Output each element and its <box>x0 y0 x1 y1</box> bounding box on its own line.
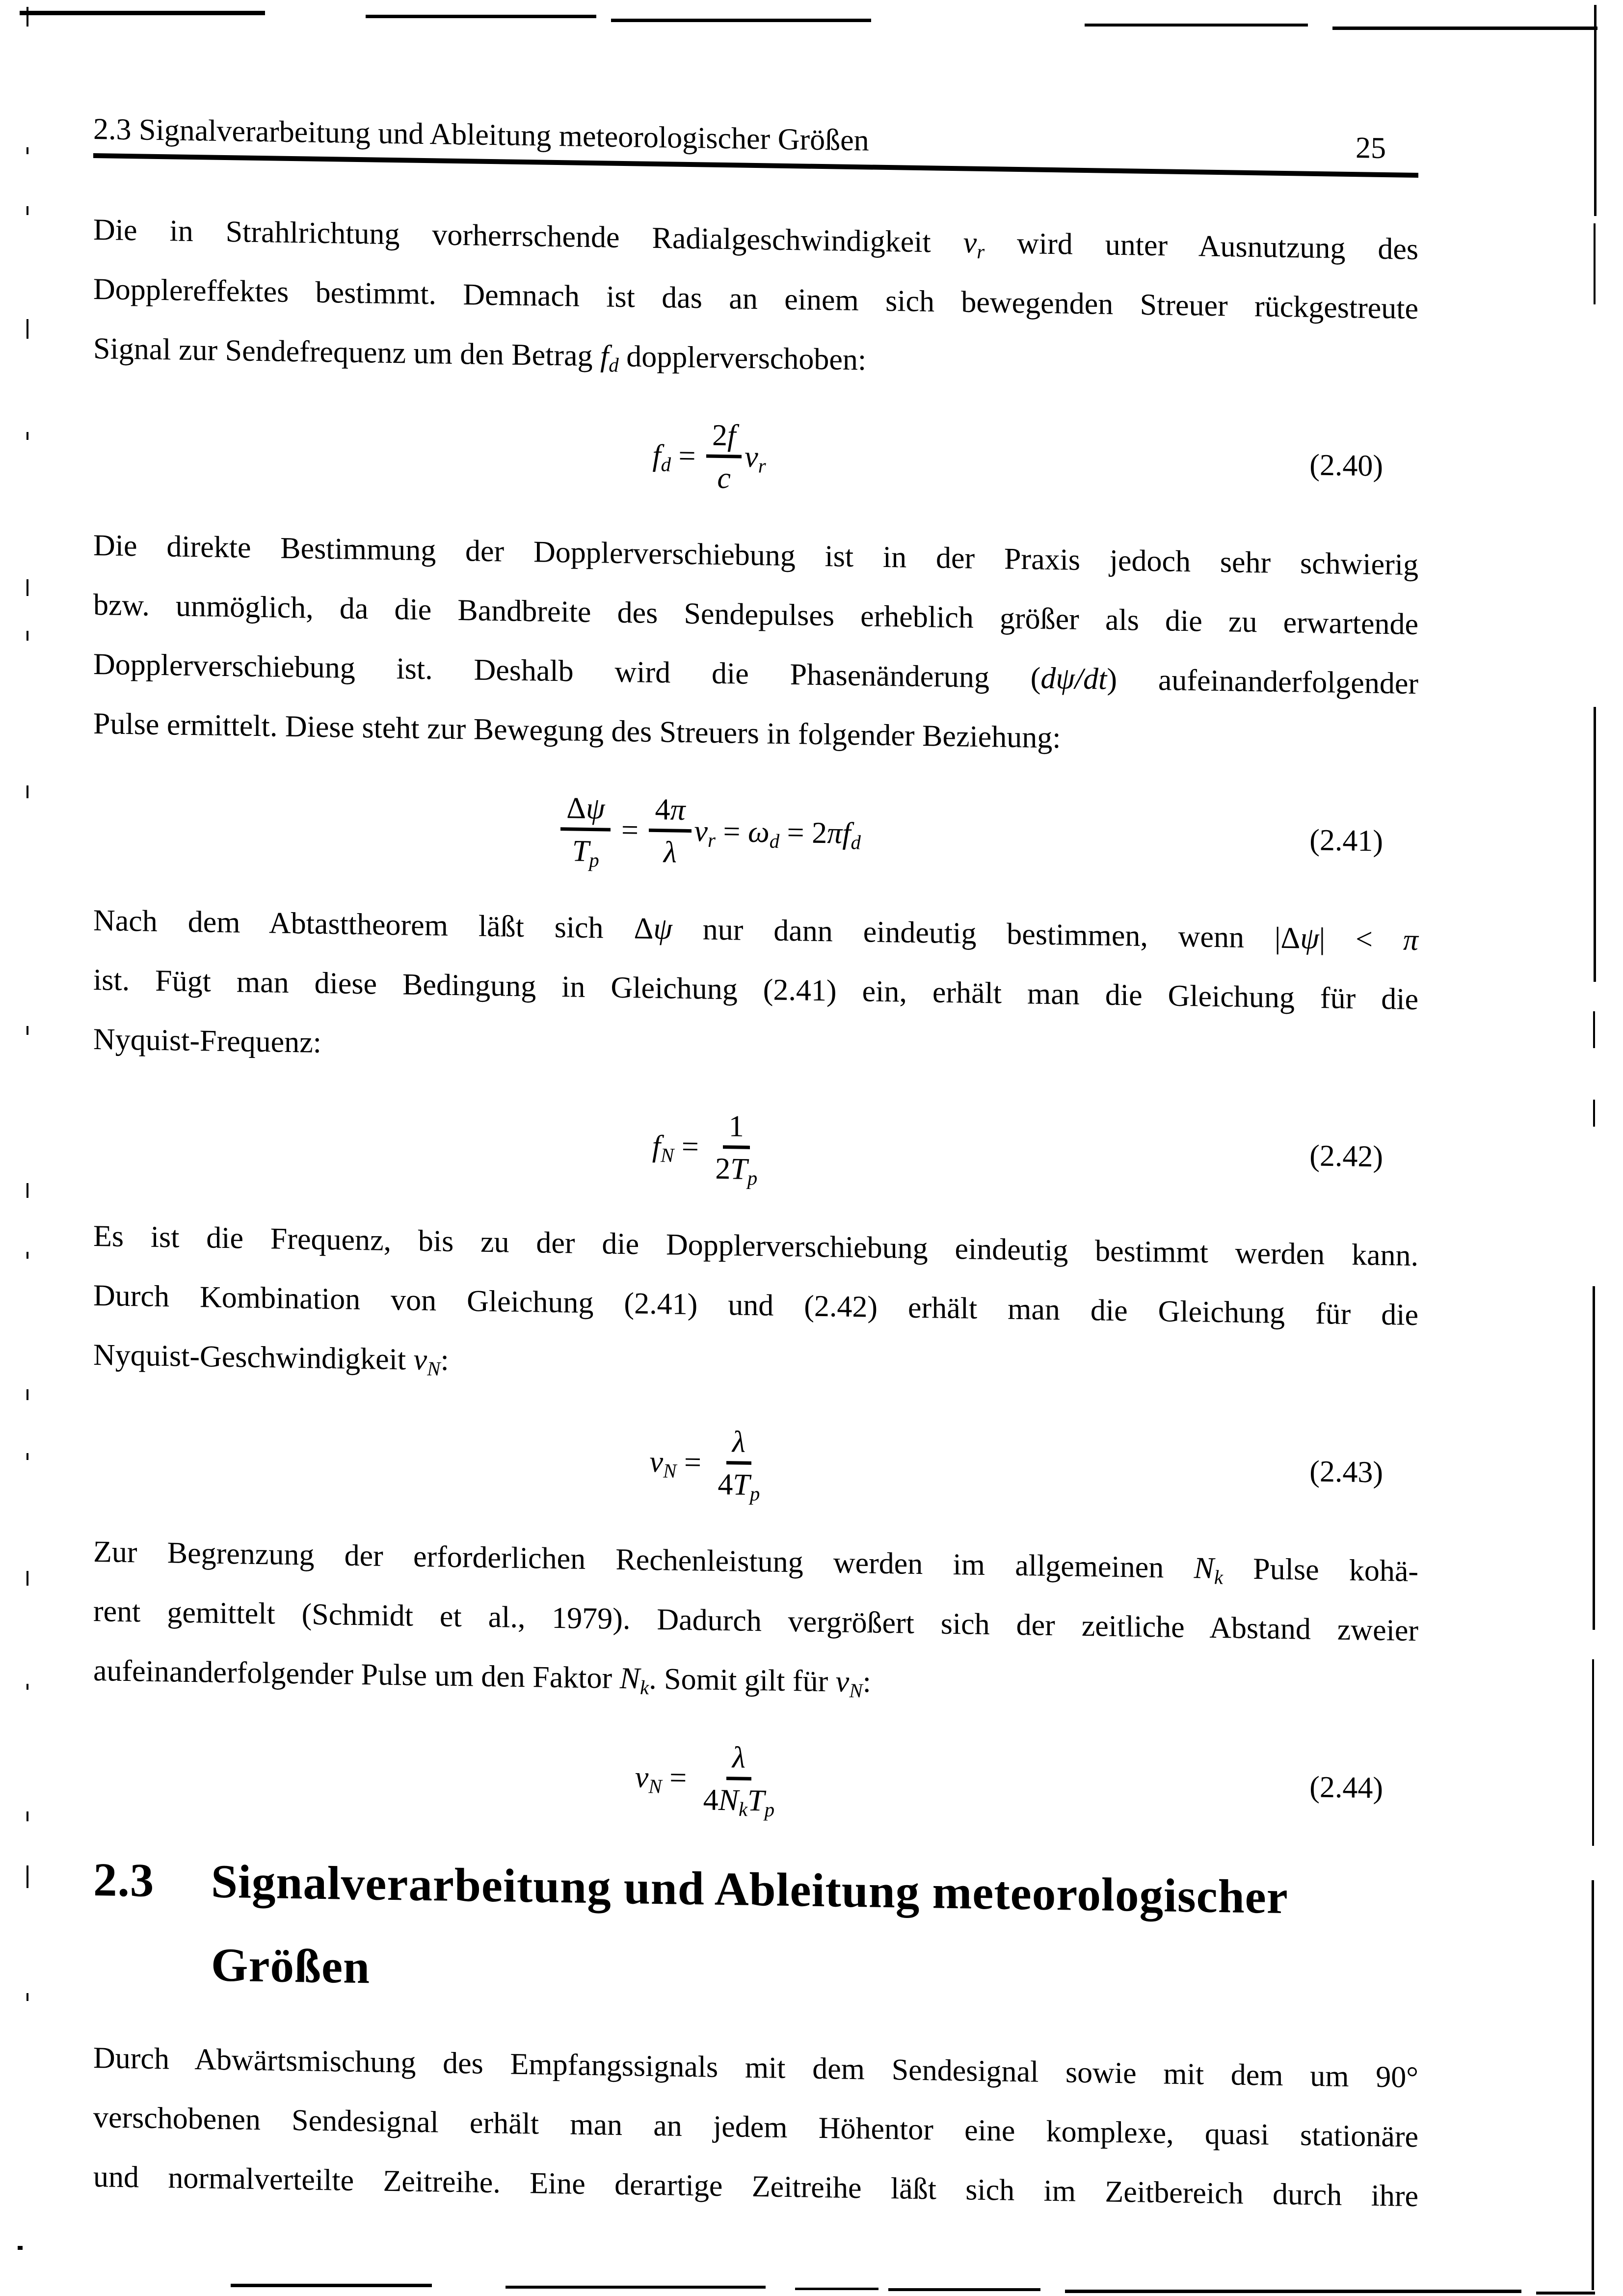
text-run: 4 <box>718 1467 733 1501</box>
text-run: 1 <box>728 1109 744 1143</box>
math-italic: f <box>727 418 736 452</box>
subscript: k <box>1214 1566 1223 1589</box>
equation-2-44 <box>93 1727 1418 1831</box>
paragraph-5 <box>93 1522 1418 1720</box>
text-run: bzw. unmöglich, da die Bandbreite des Sendepulses erheblich größer als die zu erwartende <box>93 588 1418 642</box>
scan-artifact-right <box>1594 707 1596 982</box>
scan-artifact-top <box>1085 24 1308 27</box>
text-run: Dopplerverschiebung ist. Deshalb wird die Phasenänderung ( <box>93 648 1041 695</box>
fraction-denominator <box>697 1780 780 1821</box>
scan-artifact-left <box>18 2246 23 2250</box>
scan-artifact-right <box>1593 1100 1595 1127</box>
text-run: wird unter Ausnutzung des <box>984 226 1418 267</box>
running-header-title: 2.3 Signalverarbeitung und Ableitung meteorologischer Größen <box>93 112 869 158</box>
text-run: 4 <box>703 1783 718 1817</box>
text-run: Pulse ermittelt. Diese steht zur Bewegung des Streuers in folgender Beziehung: <box>93 707 1061 755</box>
scan-artifact-left <box>27 579 28 596</box>
fraction-numerator <box>706 419 742 458</box>
fraction-numerator <box>560 792 611 832</box>
equation-2-44-label: (2.44) <box>1309 1770 1383 1805</box>
fraction <box>706 419 742 494</box>
scan-artifact-bottom <box>888 2288 1040 2291</box>
math-italic: $v_N$ <box>649 1445 677 1482</box>
fraction <box>697 1740 780 1821</box>
math-italic: $v_N$ <box>635 1760 662 1798</box>
scan-artifact-right <box>1592 1880 1594 2290</box>
text-run: und normalverteilte Zeitreihe. Eine derartige Zeitreihe läßt sich im Zeitbereich durch ihre <box>93 2160 1418 2214</box>
paragraph-1 <box>93 200 1418 398</box>
scan-artifact-left <box>27 785 28 798</box>
math-italic: $f_d$ <box>842 816 861 854</box>
scan-artifact-bottom <box>1536 2292 1595 2295</box>
fraction-denominator <box>712 1464 766 1505</box>
scan-artifact-bottom <box>795 2288 878 2290</box>
scan-artifact-left <box>27 206 28 215</box>
subscript: N <box>661 1144 674 1166</box>
math-italic: ψ <box>1300 921 1319 956</box>
equation-2-43-label: (2.43) <box>1309 1455 1383 1489</box>
subscript: N <box>648 1775 662 1798</box>
math-italic: $T_p$ <box>733 1467 760 1505</box>
fraction-numerator <box>726 1426 751 1465</box>
scan-artifact-top <box>366 15 596 18</box>
text-run: verschobenen Sendesignal erhält man an jedem Höhentor eine komplexe, quasi stationäre <box>93 2101 1418 2154</box>
subscript: p <box>749 1482 760 1505</box>
subscript: k <box>739 1798 748 1820</box>
text-run: 2 <box>712 418 727 452</box>
scan-artifact-right <box>1593 1286 1595 1630</box>
scan-artifact-left <box>27 1571 28 1586</box>
equation-2-41-label: (2.41) <box>1309 823 1383 858</box>
equation-2-41-body <box>558 792 861 871</box>
equation-2-43-body <box>649 1424 769 1505</box>
page-number: 25 <box>1356 131 1386 165</box>
scan-artifact-left <box>27 1183 28 1198</box>
subscript: d <box>769 830 780 852</box>
math-italic: $f_d$ <box>652 438 671 476</box>
text-run: ) aufeinanderfolgender <box>1107 662 1418 701</box>
text-run: aufeinanderfolgender Pulse um den Faktor <box>93 1654 620 1695</box>
scan-artifact-left <box>27 1865 28 1888</box>
text-run: Durch Kombination von Gleichung (2.41) und (2.42) erhält man die Gleichung für die <box>93 1279 1418 1332</box>
text-run: : <box>440 1343 449 1377</box>
math-italic: λ <box>732 1425 745 1459</box>
text-run: 2 <box>715 1152 731 1186</box>
scan-artifact-top <box>611 19 871 22</box>
equation-2-42-body <box>652 1108 766 1189</box>
fraction-denominator <box>711 458 737 494</box>
text-run: = <box>613 813 646 847</box>
text-run: Es ist die Frequenz, bis zu der die Dopplerverschiebung eindeutig bestimmt werden kann. <box>93 1219 1418 1273</box>
math-italic: $T_p$ <box>730 1152 758 1189</box>
math-italic: π <box>1403 923 1418 957</box>
equation-2-43 <box>93 1411 1418 1515</box>
math-italic: $N_k$ <box>1194 1551 1223 1589</box>
scan-artifact-top <box>1332 27 1597 30</box>
math-italic: $v_N$ <box>835 1665 863 1702</box>
section-title-line-2: Größen <box>211 1938 370 1994</box>
math-italic: $v_r$ <box>745 440 766 477</box>
text-run: dopplerverschoben: <box>618 339 867 377</box>
scan-artifact-left <box>27 1252 28 1259</box>
text-run: Signal zur Sendefrequenz um den Betrag <box>93 332 600 373</box>
math-italic: $v_N$ <box>413 1343 441 1380</box>
text-run: Nach dem Abtasttheorem läßt sich Δ <box>93 904 654 945</box>
math-italic: $T_p$ <box>747 1783 775 1821</box>
math-italic: $v_r$ <box>694 814 716 851</box>
paragraph-2 <box>93 516 1418 773</box>
text-run: = <box>662 1760 694 1795</box>
section-number: 2.3 <box>93 1853 155 1907</box>
text-run: rent gemittelt (Schmidt et al., 1979). Dadurch vergrößert sich der zeitliche Abstand zweier <box>93 1594 1418 1648</box>
fraction-denominator <box>658 832 683 869</box>
math-italic: $N_k$ <box>718 1783 748 1820</box>
subscript: N <box>427 1357 441 1380</box>
equation-2-40-body <box>652 418 766 494</box>
text-run: nur dann eindeutig bestimmen, wenn |Δ <box>672 912 1301 955</box>
scan-artifact-left <box>27 319 28 339</box>
text-run: Nyquist-Frequenz: <box>93 1023 321 1059</box>
scan-artifact-left <box>27 432 28 440</box>
scan-artifact-left <box>27 1684 28 1690</box>
scan-artifact-left <box>27 1453 28 1460</box>
equation-2-42 <box>93 1096 1418 1200</box>
math-italic: $N_k$ <box>619 1661 649 1699</box>
math-italic: π <box>827 816 843 850</box>
scan-artifact-bottom <box>1065 2290 1521 2293</box>
equation-2-40 <box>93 405 1418 509</box>
paragraph-3 <box>93 891 1418 1089</box>
math-italic: $v_r$ <box>963 226 985 263</box>
fraction-denominator <box>566 831 605 871</box>
text-run: 4 <box>655 792 670 826</box>
fraction-numerator <box>726 1741 751 1781</box>
text-run: Dopplereffektes bestimmt. Demnach ist das an einem sich bewegenden Streuer rückgestreute <box>93 272 1418 326</box>
fraction-numerator <box>723 1110 750 1149</box>
paragraph-4 <box>93 1207 1418 1405</box>
fraction <box>712 1425 766 1505</box>
subscript: r <box>977 241 985 263</box>
text-run: = <box>676 1445 709 1480</box>
scan-artifact-left <box>27 1993 28 2001</box>
text-run: : <box>862 1665 871 1699</box>
subscript: N <box>663 1459 677 1482</box>
fraction-denominator <box>709 1148 763 1189</box>
math-italic: λ <box>732 1740 745 1775</box>
equation-2-44-body <box>635 1740 783 1821</box>
text-run: = <box>715 814 748 849</box>
fraction <box>709 1109 763 1189</box>
paragraph-6 <box>93 2028 1418 2226</box>
text-run: Δ <box>566 791 586 825</box>
fraction <box>649 793 691 868</box>
scan-artifact-left <box>27 147 28 154</box>
equation-2-41 <box>93 780 1418 884</box>
subscript: r <box>758 455 766 477</box>
scan-artifact-left <box>27 631 28 641</box>
math-italic: c <box>717 461 731 495</box>
text-run: Durch Abwärtsmischung des Empfangssignals mit dem Sendesignal sowie mit dem um 90° <box>93 2041 1418 2095</box>
subscript: N <box>849 1679 863 1702</box>
text-run: = 2 <box>779 815 827 850</box>
math-italic: ψ <box>585 791 605 825</box>
section-heading <box>93 1838 1418 2025</box>
text-run: Die direkte Bestimmung der Dopplerverschiebung ist in der Praxis jedoch sehr schwierig <box>93 529 1418 582</box>
math-italic: $T_p$ <box>572 834 599 871</box>
fraction-numerator <box>649 793 691 832</box>
subscript: r <box>708 829 716 851</box>
text-run: Zur Begrenzung der erforderlichen Rechenleistung werden im allgemeinen <box>93 1535 1194 1585</box>
math-italic: λ <box>664 835 677 869</box>
subscript: k <box>639 1676 649 1699</box>
subscript: p <box>747 1166 758 1189</box>
fraction <box>560 791 611 871</box>
subscript: d <box>851 831 861 854</box>
scan-artifact-right <box>1594 223 1596 304</box>
math-italic: $f_d$ <box>600 339 619 377</box>
math-italic: $\omega_d$ <box>747 815 780 852</box>
math-italic: ψ <box>653 912 672 946</box>
text-run: | < <box>1319 922 1403 957</box>
scan-artifact-right <box>1594 5 1596 216</box>
equation-2-40-label: (2.40) <box>1309 448 1383 483</box>
scan-artifact-left <box>27 1811 28 1821</box>
subscript: d <box>609 354 619 377</box>
text-run: Die in Strahlrichtung vorherrschende Radialgeschwindigkeit <box>93 213 963 260</box>
text-run: = <box>671 438 703 473</box>
subscript: p <box>589 848 599 871</box>
text-run: Pulse kohä- <box>1223 1552 1418 1589</box>
page-content <box>93 0 1418 2226</box>
text-run: Nyquist-Geschwindigkeit <box>93 1338 414 1377</box>
scan-artifact-left <box>27 7 28 27</box>
scan-artifact-left <box>27 1389 28 1400</box>
scan-artifact-bottom <box>231 2284 432 2287</box>
section-title <box>211 1840 1288 2023</box>
subscript: d <box>661 453 671 476</box>
text-run: . Somit gilt für <box>649 1662 836 1699</box>
math-italic: $f_N$ <box>652 1129 674 1166</box>
scan-artifact-bottom <box>506 2286 766 2289</box>
text-run: = <box>674 1130 707 1164</box>
scan-artifact-left <box>27 1026 28 1035</box>
scan-artifact-right <box>1593 1011 1595 1048</box>
subscript: p <box>764 1798 775 1821</box>
equation-2-42-label: (2.42) <box>1309 1139 1383 1174</box>
text-run: ist. Fügt man diese Bedingung in Gleichung (2.41) ein, erhält man die Gleichung für die <box>93 963 1418 1017</box>
section-title-line-1: Signalverarbeitung und Ableitung meteorologischer <box>211 1855 1288 1924</box>
scan-artifact-right <box>1592 1659 1594 1846</box>
scan-artifact-top <box>20 11 265 15</box>
math-italic: π <box>670 792 686 827</box>
math-italic: dψ/dt <box>1040 661 1107 696</box>
